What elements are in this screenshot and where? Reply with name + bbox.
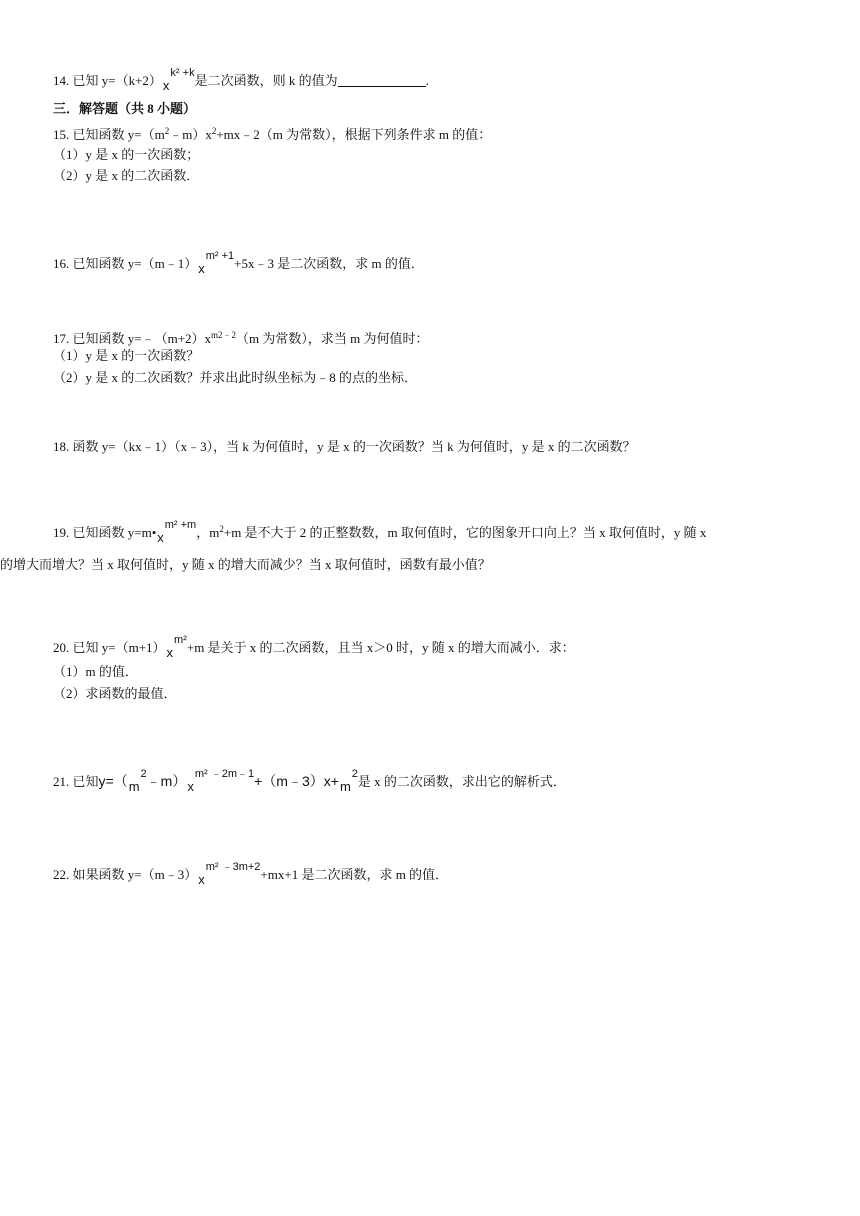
question-text: . [425,73,429,88]
question-number: 19. [53,525,70,540]
power-exponent: m² +m [164,519,197,531]
question-18 [53,438,636,456]
superscript: 2 [211,126,217,136]
formula-part: y=（ [98,773,128,789]
question-number: 16. [53,256,70,271]
question-20-part-1: （1）m 的值． [53,664,138,679]
question-19 [0,512,813,578]
section-heading: 三．解答题（共 8 小题） [53,101,197,116]
question-text: 是二次函数，则 k 的值为 [194,73,338,88]
question-21 [53,765,566,796]
superscript: 2 [219,524,224,534]
power-exponent: m² ﹣3m+2 [205,861,261,873]
power-base: x [187,779,194,794]
question-15-part-1: （1）y 是 x 的一次函数； [53,147,200,162]
formula-part: +（m﹣3）x+ [254,773,339,789]
formula-part: ﹣m） [146,773,187,789]
power-base: x [198,261,205,276]
power-exponent: 2 [351,768,358,780]
question-15 [53,122,491,144]
power-exponent: k² +k [170,67,195,79]
question-number: 15. [53,127,70,142]
question-text: 已知函数 y=（m﹣1） [72,256,198,271]
superscript: 2 [164,126,170,136]
question-14 [53,64,429,95]
question-text: 已知函数 y=m• [72,525,157,540]
question-text: 已知函数 y=（m [72,127,165,142]
superscript: m2﹣2 [211,330,237,340]
question-text: +mx﹣2（m 为常数），根据下列条件求 m 的值： [216,127,492,142]
question-text: 如果函数 y=（m﹣3） [72,867,198,882]
power-base: x [157,530,164,545]
question-22 [53,858,448,889]
question-17 [53,326,429,348]
question-17-part-2: （2）y 是 x 的二次函数？并求出此时纵坐标为﹣8 的点的坐标． [53,370,418,385]
question-number: 17. [53,331,70,346]
question-17-part-1: （1）y 是 x 的一次函数？ [53,348,200,363]
question-text: 是 x 的二次函数，求出它的解析式． [357,774,566,789]
question-20 [53,631,575,662]
question-text: ﹣m）x [169,127,212,142]
question-16 [53,247,424,278]
question-15-part-2: （2）y 是 x 的二次函数． [53,168,200,183]
question-text: ，m [196,525,220,540]
question-text: 的增大而增大？当 x 取何值时，y 随 x 的增大而减少？当 x 取何值时，函数有最小值？ [0,557,491,572]
formula-part: m [339,779,351,794]
question-text: 已知 y=（m+1） [72,640,166,655]
power-exponent: m² ﹣2m﹣1 [194,768,255,780]
power-exponent: m² [174,634,187,646]
power-base: x [162,78,170,93]
question-number: 21. [53,774,70,789]
question-text: 函数 y=（kx﹣1）（x﹣3），当 k 为何值时，y 是 x 的一次函数？当 k 为何值时，y 是 x 的二次函数？ [72,439,636,454]
question-text: 已知函数 y=﹣（m+2）x [72,331,212,346]
question-text: +5x﹣3 是二次函数，求 m 的值． [234,256,424,271]
question-number: 22. [53,867,70,882]
question-text: +m 是不大于 2 的正整数数，m 取何值时，它的图象开口向上？当 x 取何值时，y 随 x [223,525,707,540]
question-number: 18. [53,439,70,454]
question-text: +mx+1 是二次函数，求 m 的值． [260,867,449,882]
power-base: x [166,645,174,660]
question-text: +m 是关于 x 的二次函数，且当 x＞0 时，y 随 x 的增大而减小．求： [186,640,575,655]
question-number: 20. [53,640,70,655]
power-exponent: m² +1 [205,250,235,262]
power-base: x [198,872,205,887]
question-20-part-2: （2）求函数的最值． [53,686,177,701]
question-text: （m 为常数），求当 m 为何值时： [236,331,429,346]
question-number: 14. [53,73,70,88]
question-text: 已知 y=（k+2） [72,73,162,88]
question-text: 已知 [72,774,99,789]
power-exponent: 2 [140,768,147,780]
formula-part: m [128,779,140,794]
answer-blank[interactable] [338,74,426,87]
